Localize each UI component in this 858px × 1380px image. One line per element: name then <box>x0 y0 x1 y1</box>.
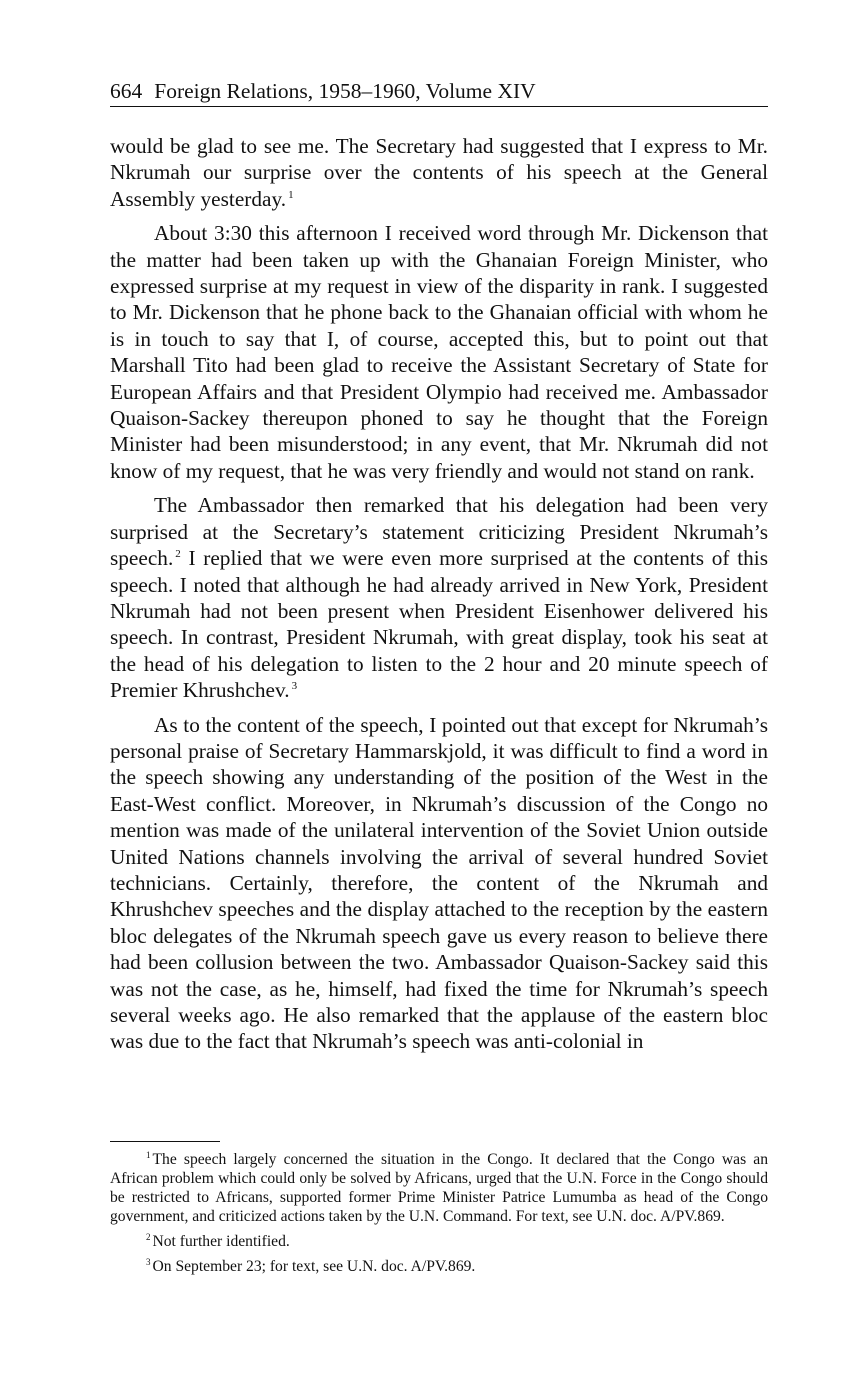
paragraph-3-text-a: The Ambassador then remarked that his delegation had been very surprised at the Secretary’s statement criticizing President Nkrumah’s speech. <box>110 493 768 571</box>
footnote-3-text: On September 23; for text, see U.N. doc. A/PV.869. <box>152 1258 476 1275</box>
footnote-2 <box>110 1232 768 1251</box>
footnote-3 <box>110 1257 768 1276</box>
footnote-1-mark: 1 <box>146 1150 151 1160</box>
paragraph-3-text-b: I replied that we were even more surprised at the contents of this speech. I noted that although he had already arrived in New York, President Nkrumah had not been present when President Eisenhower delivered his speech. In contrast, President Nkrumah, with great display, took his seat at the head of his delegation to listen to the 2 hour and 20 minute speech of Premier Khrushchev. <box>110 546 768 703</box>
paragraph-4 <box>110 712 768 1055</box>
paragraph-3 <box>110 492 768 703</box>
paragraph-2 <box>110 220 768 484</box>
page <box>110 78 768 1063</box>
paragraph-1 <box>110 133 768 212</box>
paragraph-1-text: would be glad to see me. The Secretary had suggested that I express to Mr. Nkrumah our surprise over the contents of his speech at the General Assembly yesterday. <box>110 134 768 211</box>
paragraph-4-text: As to the content of the speech, I pointed out that except for Nkrumah’s personal praise of Secretary Hammarskjold, it was difficult to find a word in the speech showing any understanding of the position of the West in the East-West conflict. Moreover, in Nkrumah’s discussion of the Congo no mention was made of the unilateral intervention of the Soviet Union outside United Nations channels involving the arrival of several hundred Soviet technicians. Certainly, therefore, the content of the Nkrumah and Khrushchev speeches and the display attached to the reception by the eastern bloc delegates of the Nkrumah speech gave us every reason to believe there had been collusion between the two. Ambassador Quaison-Sackey said this was not the case, as he, himself, had fixed the time for Nkrumah’s speech several weeks ago. He also remarked that the applause of the eastern bloc was due to the fact that Nkrumah’s speech was anti-colonial in <box>110 712 768 1054</box>
footnotes <box>110 1150 768 1282</box>
footnote-ref-2: 2 <box>175 548 181 561</box>
footnote-divider <box>110 1141 220 1142</box>
footnote-2-mark: 2 <box>146 1232 151 1242</box>
footnote-1-text: The speech largely concerned the situation in the Congo. It declared that the Congo was an African problem which could only be solved by Africans, urged that the U.N. Force in the Congo should be restricted to Africans, supported former Prime Minister Patrice Lumumba as head of the Congo government, and criticized actions taken by the U.N. Command. For text, see U.N. doc. A/PV.869. <box>110 1151 768 1225</box>
volume-title: Foreign Relations, 1958–1960, Volume XIV <box>154 79 536 103</box>
paragraph-2-text: About 3:30 this afternoon I received word through Mr. Dickenson that the matter had been taken up with the Ghanaian Foreign Minister, who expressed surprise at my request in view of the disparity in rank. I suggested to Mr. Dickenson that he phone back to the Ghanaian official with whom he is in touch to say that I, of course, accepted this, but to point out that Marshall Tito had been glad to receive the Assistant Secretary of State for European Affairs and that President Olympio had received me. Ambassador Quaison-Sackey thereupon phoned to say he thought that the Foreign Minister had been misunderstood; in any event, that Mr. Nkrumah did not know of my request, that he was very friendly and would not stand on rank. <box>110 221 768 483</box>
footnote-3-mark: 3 <box>146 1257 151 1267</box>
footnote-2-text: Not further identified. <box>152 1233 290 1250</box>
footnote-1 <box>110 1150 768 1226</box>
running-head <box>110 78 768 107</box>
footnote-ref-3: 3 <box>291 680 298 693</box>
body-text <box>110 133 768 1055</box>
footnote-ref-1: 1 <box>288 188 294 201</box>
page-number: 664 <box>110 79 143 103</box>
